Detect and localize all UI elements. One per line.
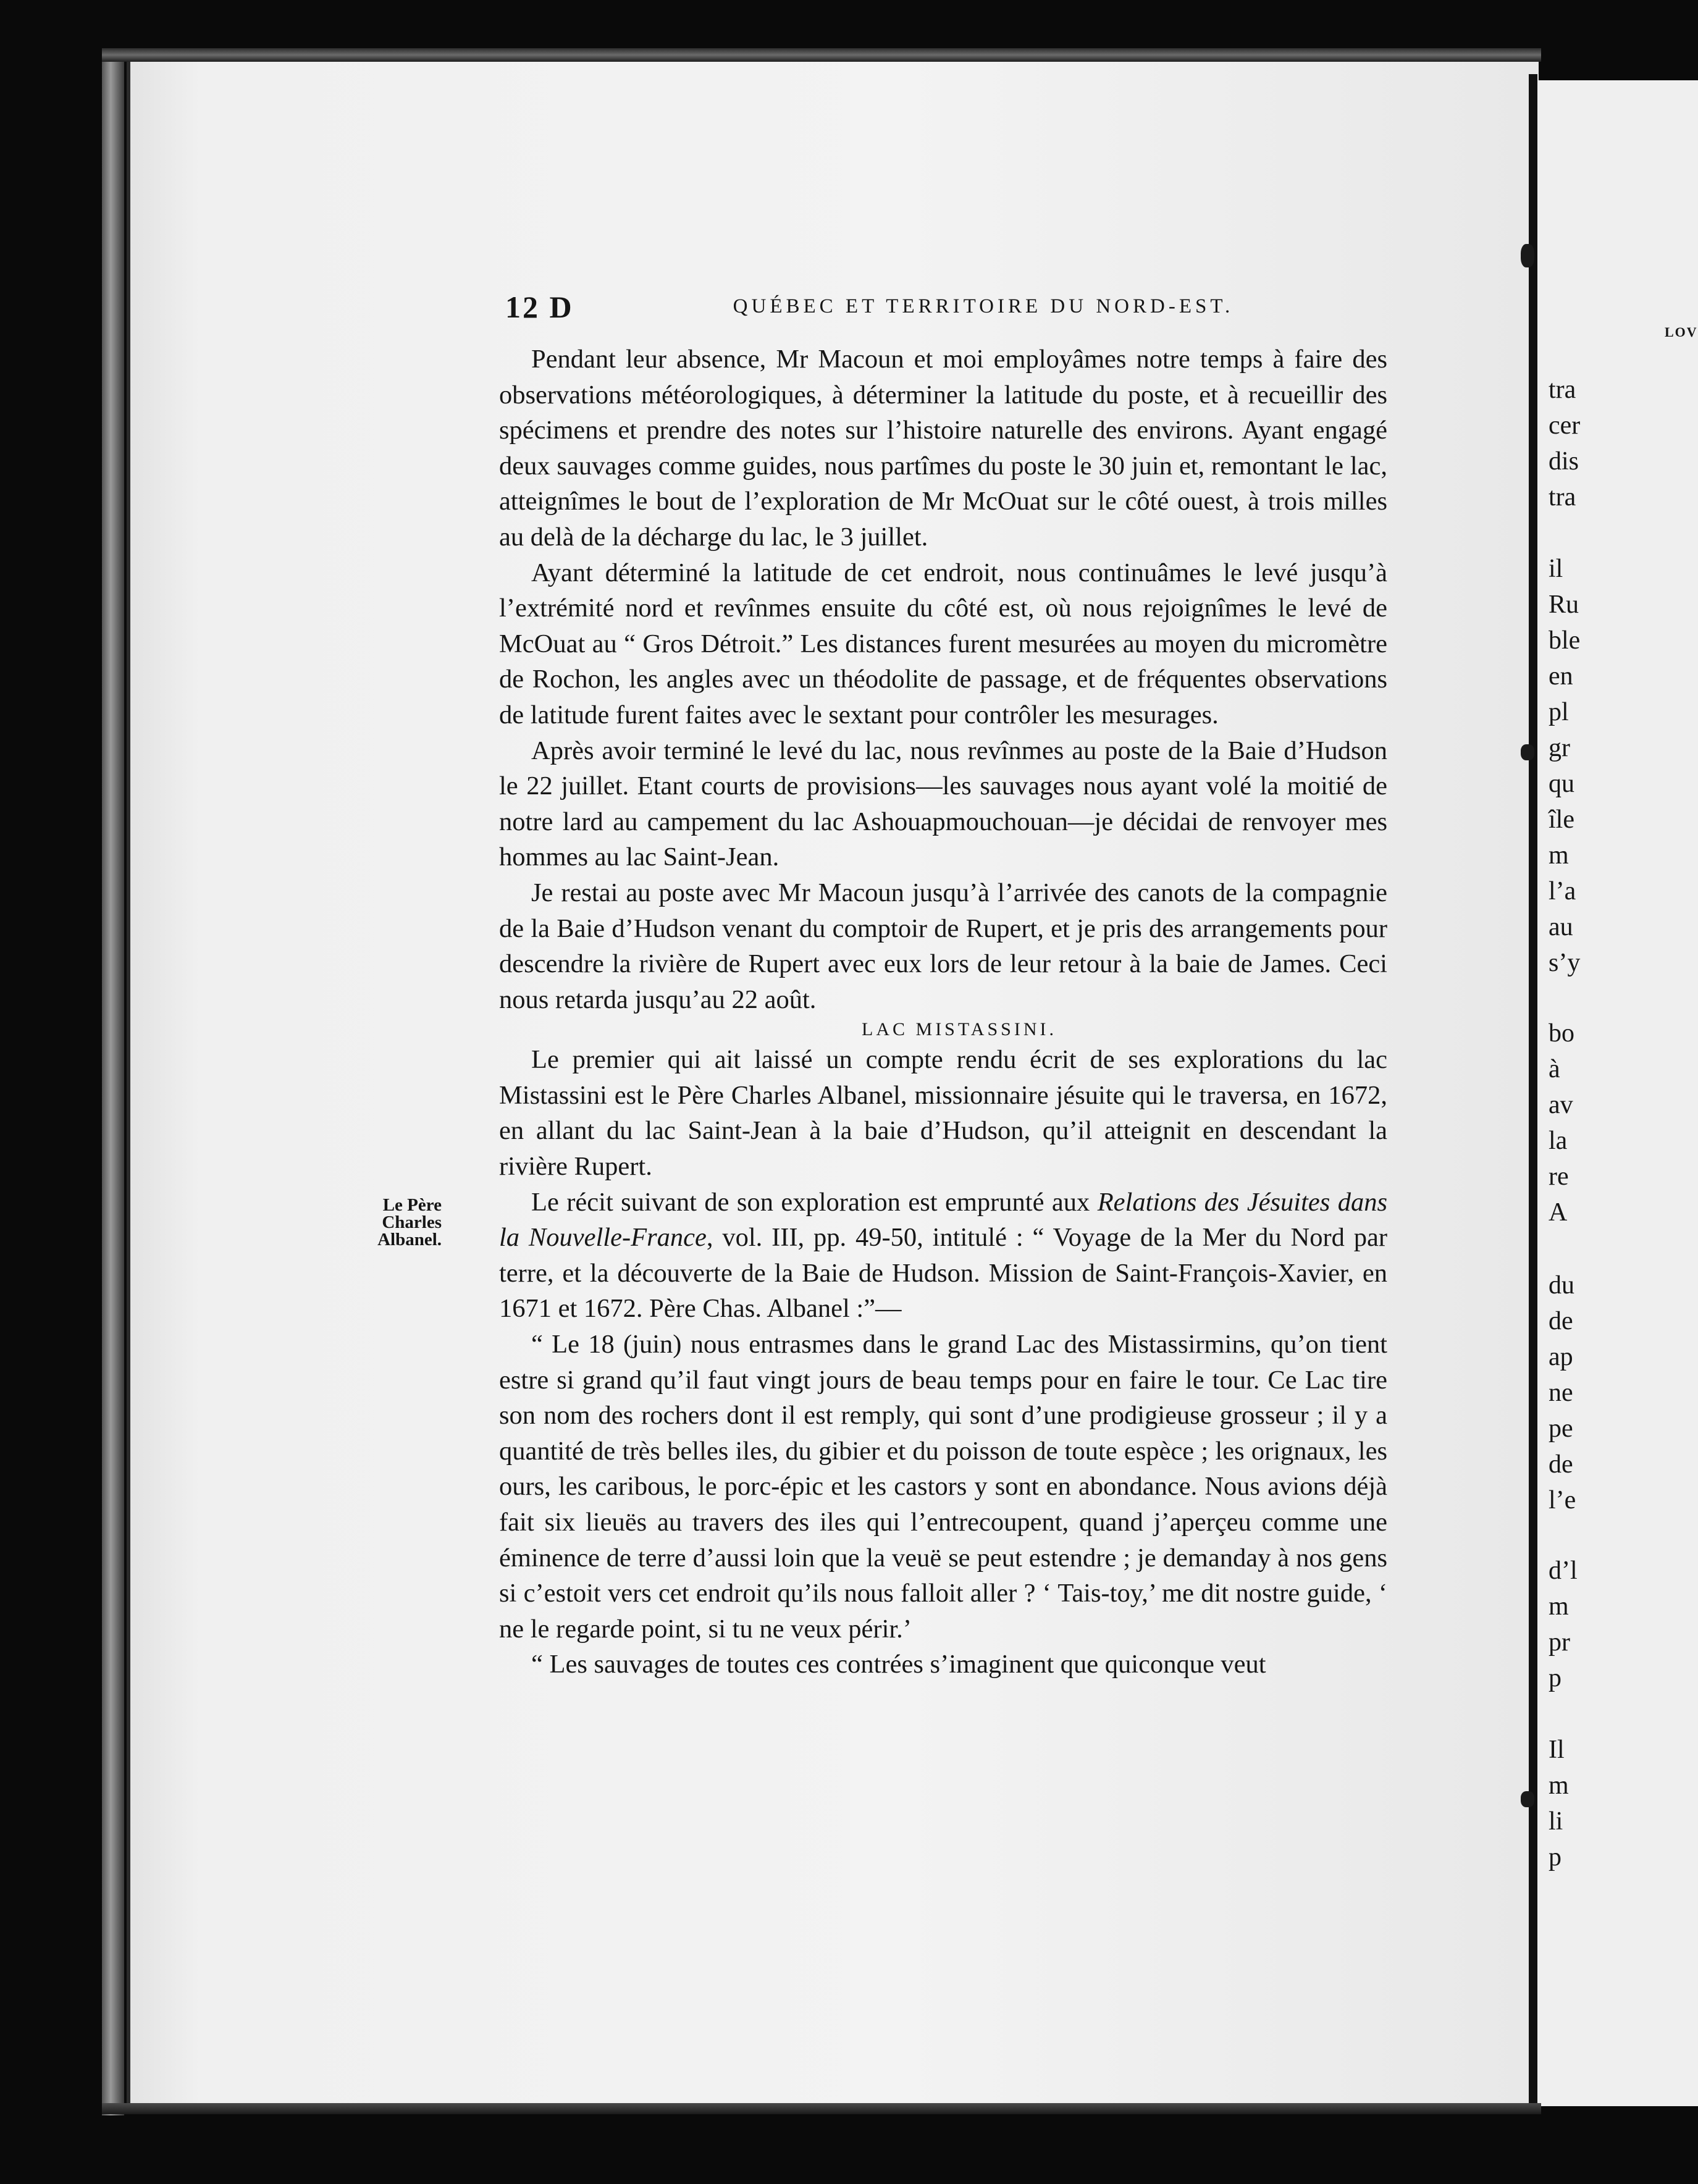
right-page-fragment: s’y: [1549, 949, 1581, 977]
paragraph: Je restai au poste avec Mr Macoun jusqu’à l’arrivée des canots de la compagnie de la Baie d’Hudson venant du comptoir de Rupert, et je pris des arrangements pour descendre la rivière de Rupert avec eux lors de leur retour à la baie de James. Ceci nous retarda jusqu’au 22 août.: [499, 878, 1387, 1014]
right-page-fragment: ne: [1549, 1379, 1573, 1407]
right-page-fragment: m: [1549, 1771, 1569, 1800]
binding-clip: [1521, 744, 1534, 760]
quotation-paragraph: “ Le 18 (juin) nous entrasmes dans le grand Lac des Mistassirmins, qu’on tient estre si grand qu’il faut vingt jours de beau temps pour en faire le tour. Ce Lac tire son nom des rochers dont il est remply, qui sont d’une prodigieuse grosseur ; il y a quantité de très belles iles, du gibier et du poisson de toute espèce ; les orignaux, les ours, les caribous, le porc-épic et les castors y sont en abondance. Nous avions déjà fait six lieuës au travers des iles qui l’entrecoupent, quand j’aperçeu comme une éminence de terre d’aussi loin que la veuë se peut estendre ; je demanday à nos gens si c’estoit vers cet endroit qu’ils nous falloit aller ? ‘ Tais-toy,’ me dit nostre guide, ‘ ne le regarde point, si tu ne veux périr.’: [499, 1330, 1387, 1644]
margin-note-line: Charles: [382, 1212, 442, 1232]
right-page-fragment: l’e: [1549, 1486, 1576, 1514]
page-number: 12 D: [505, 290, 574, 324]
binding-clip: [1521, 244, 1534, 267]
right-page-fragment: il: [1549, 555, 1563, 583]
right-page-fragment: ap: [1549, 1343, 1573, 1371]
paragraph: Après avoir terminé le levé du lac, nous revînmes au poste de la Baie d’Hudson le 22 juillet. Etant courts de provisions—les sauvages nous ayant volé la moitié de notre lard au campement du lac Ashouapmouchouan—je décidai de renvoyer mes hommes au lac Saint-Jean.: [499, 736, 1387, 872]
paragraph: Pendant leur absence, Mr Macoun et moi employâmes notre temps à faire des observations météorologiques, à déterminer la latitude du poste, et à recueillir des spécimens et prendre des notes sur l’histoire naturelle des environs. Ayant engagé deux sauvages comme guides, nous partîmes du poste le 30 juin et, remontant le lac, atteignîmes le bout de l’exploration de Mr McOuat sur le côté ouest, à trois milles au delà de la décharge du lac, le 3 juillet.: [499, 345, 1387, 552]
running-title: QUÉBEC ET TERRITOIRE DU NORD-EST.: [733, 295, 1234, 317]
right-page-fragment: li: [1549, 1807, 1563, 1836]
right-page-running-head: LOV: [1665, 324, 1698, 340]
right-page-fragment: tra: [1549, 376, 1576, 404]
right-page-fragment: bo: [1549, 1019, 1574, 1048]
paragraph: Le premier qui ait laissé un compte rendu écrit de ses explorations du lac Mistassini est le Père Charles Albanel, missionnaire jésuite qui le traversa, en 1672, en allant du lac Saint-Jean à la baie d’Hudson, qu’il atteignit en descendant la rivière Rupert.: [499, 1045, 1387, 1182]
margin-note-line: Albanel.: [377, 1230, 442, 1250]
book-binding-edge: [102, 52, 124, 2115]
right-page-fragment: du: [1549, 1271, 1574, 1300]
right-page-fragment: pr: [1549, 1628, 1570, 1657]
right-page-fragment: Ru: [1549, 590, 1579, 619]
right-page-fragment: m: [1549, 841, 1569, 870]
right-page-fragment: av: [1549, 1091, 1573, 1119]
right-page-fragment: p: [1549, 1843, 1561, 1871]
section-heading: LAC MISTASSINI.: [862, 1019, 1057, 1040]
paragraph: [499, 1185, 1387, 1327]
right-page-fragment: gr: [1549, 734, 1570, 762]
right-page-fragment: en: [1549, 662, 1573, 691]
right-page-fragment: pl: [1549, 698, 1569, 726]
right-page-fragment: Il: [1549, 1736, 1565, 1764]
right-page-fragment: qu: [1549, 770, 1574, 798]
right-page-fragment: au: [1549, 913, 1573, 941]
paragraph-text: Le récit suivant de son exploration est emprunté aux: [531, 1187, 1098, 1217]
margin-note-line: Le Père: [382, 1195, 442, 1215]
right-page-fragment: tra: [1549, 483, 1576, 511]
right-page-fragment: pe: [1549, 1414, 1573, 1443]
quotation-paragraph: “ Les sauvages de toutes ces contrées s’imaginent que quiconque veut: [531, 1650, 1266, 1679]
binding-clip: [1521, 1791, 1534, 1807]
paragraph: Ayant déterminé la latitude de cet endroit, nous continuâmes le levé jusqu’à l’extrémité nord et revînmes ensuite du côté est, où nous rejoignîmes le levé de McOuat au “ Gros Détroit.” Les distances furent mesurées au moyen du micromètre de Rochon, les angles avec un théodolite de passage, et de fréquentes observations de latitude furent faites avec le sextant pour contrôler les mesurages.: [499, 558, 1387, 729]
page-top-edge: [102, 48, 1541, 62]
cited-work-title: Relations des Jésuites dans la Nouvelle-France: [499, 1187, 1387, 1253]
right-page-fragment: A: [1549, 1198, 1568, 1227]
paragraph-text: , vol. III, pp. 49-50, intitulé : “ Voyage de la Mer du Nord par terre, et la découverte de la Baie de Hudson. Mission de Saint-François-Xavier, en 1671 et 1672. Père Chas. Albanel :”—: [499, 1223, 1387, 1324]
right-page-fragment: l’a: [1549, 877, 1576, 905]
right-page-fragment: re: [1549, 1162, 1569, 1191]
right-page-fragment: cer: [1549, 411, 1581, 440]
right-page-fragment: p: [1549, 1664, 1561, 1692]
right-page-fragment: dis: [1549, 447, 1579, 476]
right-page-fragment: de: [1549, 1307, 1573, 1335]
margin-note: [343, 1196, 442, 1248]
page-bottom-edge: [102, 2103, 1541, 2114]
right-page-fragment: de: [1549, 1450, 1573, 1479]
right-page-fragment: la: [1549, 1127, 1568, 1155]
running-head: [505, 289, 1387, 326]
page-body: [499, 342, 1387, 1682]
right-page-fragment: m: [1549, 1592, 1569, 1621]
right-page-fragment: île: [1549, 805, 1574, 834]
right-page-fragment: d’l: [1549, 1556, 1578, 1585]
right-page-fragment: à: [1549, 1055, 1560, 1083]
right-page-fragment: ble: [1549, 626, 1581, 655]
